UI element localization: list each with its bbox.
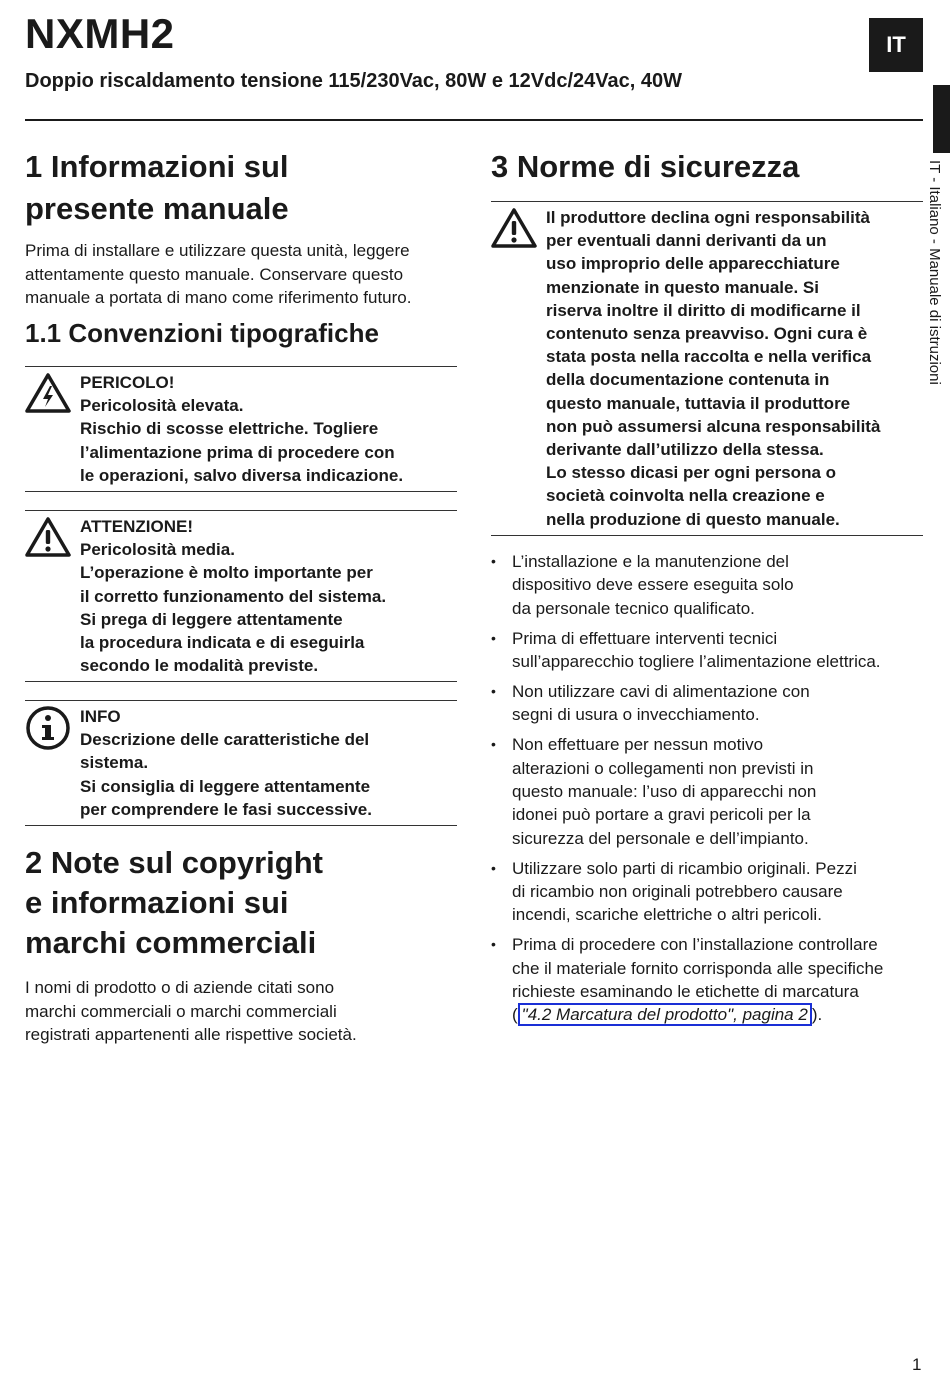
body-line: marchi commerciali o marchi commerciali (25, 1001, 337, 1021)
warning-line: contenuto senza preavviso. Ogni cura è (546, 324, 868, 344)
bullet-line: incendi, scariche elettriche o altri pericoli. (512, 905, 822, 925)
notice-line: sistema. (80, 753, 149, 773)
section-1-heading-line: 1 Informazioni sul (25, 149, 289, 184)
warning-line: uso improprio delle apparecchiature (546, 254, 840, 274)
caution-notice-text (80, 515, 386, 677)
section-1-body (25, 239, 411, 310)
body-line: I nomi di prodotto o di aziende citati sono (25, 978, 335, 997)
section-2-heading-line: 2 Note sul copyright (25, 845, 323, 880)
warning-line: derivante dall’utilizzo della stessa. (546, 440, 824, 460)
bullet-line: idonei può portare a gravi pericoli per la (512, 805, 811, 825)
notice-line: il corretto funzionamento del sistema. (80, 586, 387, 606)
side-language-label: IT - Italiano - Manuale di istruzioni (926, 160, 943, 385)
caution-notice (25, 510, 457, 682)
body-line: attentamente questo manuale. Conservare questo (25, 264, 404, 284)
info-notice (25, 700, 457, 826)
list-item (491, 733, 923, 849)
section-2-heading (25, 843, 323, 963)
bullet-line: • Non effettuare per nessun motivo (512, 735, 764, 755)
list-item (491, 550, 923, 620)
section-2-body (25, 976, 357, 1047)
safety-bullet-list (491, 550, 923, 1033)
warning-line: questo manuale, tuttavia il produttore (546, 393, 851, 413)
safety-warning-box (491, 201, 923, 536)
warning-icon (25, 516, 71, 563)
warning-icon (491, 207, 537, 254)
bullet-line (512, 1003, 923, 1026)
body-line: Prima di installare e utilizzare questa unità, leggere (25, 241, 410, 260)
warning-line: stata posta nella raccolta e nella verifica (546, 347, 872, 367)
notice-line: INFO (80, 707, 121, 726)
list-item (491, 680, 923, 727)
bullet-line: sicurezza del personale e dell’impianto. (512, 828, 809, 848)
danger-notice (25, 366, 457, 492)
list-item (491, 857, 923, 927)
danger-notice-text (80, 371, 403, 487)
bullet-line: dispositivo deve essere eseguita solo (512, 575, 794, 595)
paren-close: ). (811, 1005, 823, 1025)
notice-line: l’alimentazione prima di procedere con (80, 442, 395, 462)
warning-line: Il produttore declina ogni responsabilità (546, 208, 870, 227)
electric-hazard-icon (25, 372, 71, 419)
notice-line: Si consiglia di leggere attentamente (80, 776, 371, 796)
section-1-heading (25, 146, 289, 230)
notice-line: per comprendere le fasi successive. (80, 799, 372, 819)
warning-line: società coinvolta nella creazione e (546, 486, 825, 506)
list-item (491, 933, 923, 1026)
warning-line: della documentazione contenuta in (546, 370, 830, 390)
bullet-line: • Utilizzare solo parti di ricambio originali. Pezzi (512, 858, 857, 878)
language-badge: IT (869, 18, 923, 72)
header-divider (25, 119, 923, 121)
list-item (491, 627, 923, 674)
bullet-line: questo manuale: l’uso di apparecchi non (512, 782, 817, 802)
section-1-heading-line: presente manuale (25, 191, 289, 226)
notice-line: Descrizione delle caratteristiche del (80, 730, 370, 750)
section-1-1-heading: 1.1 Convenzioni tipografiche (25, 318, 379, 348)
notice-line: Rischio di scosse elettriche. Togliere (80, 419, 379, 439)
warning-line: non può assumersi alcuna responsabilità (546, 416, 881, 436)
page-number: 1 (912, 1355, 922, 1374)
body-line: manuale a portata di mano come riferimento futuro. (25, 288, 412, 307)
notice-line: la procedura indicata e di eseguirla (80, 633, 365, 653)
safety-warning-text (546, 206, 880, 531)
bullet-line: • Prima di effettuare interventi tecnici (512, 628, 778, 648)
warning-line: nella produzione di questo manuale. (546, 509, 840, 529)
notice-line: le operazioni, salvo diversa indicazione. (80, 465, 404, 485)
notice-line: ATTENZIONE! (80, 517, 194, 536)
section-3-heading: 3 Norme di sicurezza (491, 149, 800, 184)
warning-line: riserva inoltre il diritto di modificarne il (546, 300, 861, 320)
section-2-heading-line: marchi commerciali (25, 925, 317, 960)
paren-open: ( (512, 1005, 518, 1025)
bullet-line: di ricambio non originali potrebbero causare (512, 882, 843, 902)
notice-line: Pericolosità elevata. (80, 396, 244, 416)
info-notice-text (80, 705, 372, 821)
product-marking-link[interactable]: "4.2 Marcatura del prodotto", pagina 2 (518, 1003, 812, 1026)
bullet-line: richieste esaminando le etichette di marcatura (512, 982, 859, 1002)
notice-line: Si prega di leggere attentamente (80, 609, 343, 629)
bullet-line: • L’installazione e la manutenzione del (512, 552, 789, 571)
warning-line: Lo stesso dicasi per ogni persona o (546, 463, 837, 483)
bullet-line: sull’apparecchio togliere l’alimentazione elettrica. (512, 651, 881, 671)
side-tab-marker (933, 85, 950, 153)
notice-line: secondo le modalità previste. (80, 656, 319, 676)
notice-line: Pericolosità media. (80, 540, 235, 560)
document-subtitle: Doppio riscaldamento tensione 115/230Vac, 80W e 12Vdc/24Vac, 40W (25, 70, 682, 92)
notice-line: L’operazione è molto importante per (80, 563, 373, 583)
bullet-line: che il materiale fornito corrisponda alle specifiche (512, 958, 884, 978)
info-icon (25, 705, 71, 756)
bullet-line: da personale tecnico qualificato. (512, 598, 755, 618)
bullet-line: • Non utilizzare cavi di alimentazione con (512, 682, 810, 702)
bullet-line: alterazioni o collegamenti non previsti in (512, 758, 814, 778)
warning-line: menzionate in questo manuale. Si (546, 277, 819, 297)
bullet-line: segni di usura o invecchiamento. (512, 705, 760, 725)
notice-line: PERICOLO! (80, 373, 175, 392)
section-2-heading-line: e informazioni sui (25, 885, 289, 920)
bullet-line: • Prima di procedere con l’installazione controllare (512, 935, 878, 955)
document-title: NXMH2 (25, 10, 175, 57)
body-line: registrati appartenenti alle rispettive società. (25, 1025, 357, 1044)
warning-line: per eventuali danni derivanti da un (546, 231, 827, 251)
